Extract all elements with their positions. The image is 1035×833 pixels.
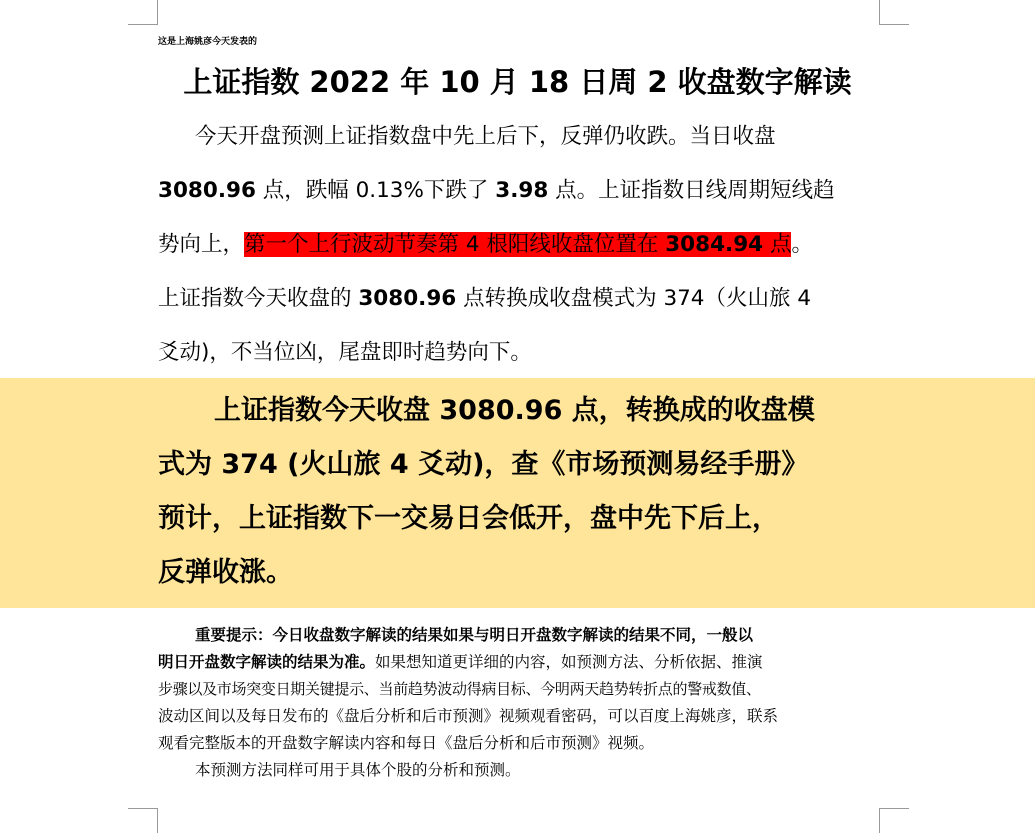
red-highlight bbox=[244, 232, 791, 257]
drop-value: 3.98 bbox=[495, 178, 549, 203]
text-segment: 点。上证指数日线周期短线趋 bbox=[548, 178, 835, 203]
paragraph-line: 预计，上证指数下一交易日会低开，盘中先下后上， bbox=[158, 503, 779, 534]
text-segment: 爻动)，不当位凶，尾盘即时趋势向下。 bbox=[158, 340, 532, 365]
crop-mark bbox=[879, 24, 909, 25]
crop-mark bbox=[879, 808, 880, 833]
paragraph-line bbox=[158, 164, 918, 218]
paragraph-line bbox=[158, 218, 918, 272]
close-value: 3080.96 bbox=[158, 178, 256, 203]
text-segment: 如果想知道更详细的内容，如预测方法、分析依据、推演 bbox=[375, 653, 763, 671]
paragraph-line bbox=[158, 272, 918, 326]
crop-mark bbox=[157, 0, 158, 25]
header-note: 这是上海姚彦今天发表的 bbox=[158, 37, 258, 47]
text-segment: 点转换成收盘模式为 374（火山旅 4 bbox=[456, 286, 812, 311]
paragraph-line bbox=[158, 326, 918, 380]
paragraph-line: 波动区间以及每日发布的《盘后分析和后市预测》视频观看密码，可以百度上海姚彦，联系 bbox=[158, 707, 779, 725]
paragraph-line: 本预测方法同样可用于具体个股的分析和预测。 bbox=[195, 761, 521, 779]
text-segment: 明日开盘数字解读的结果为准。 bbox=[158, 653, 376, 671]
text-segment: 点，跌幅 0.13%下跌了 bbox=[255, 178, 496, 203]
text-segment: 上证指数今天收盘的 bbox=[158, 286, 359, 311]
paragraph-line: 上证指数今天收盘 3080.96 点，转换成的收盘模 bbox=[214, 395, 815, 426]
paragraph-line: 观看完整版本的开盘数字解读内容和每日《盘后分析和后市预测》视频。 bbox=[158, 734, 655, 752]
text-segment: 今天开盘预测上证指数盘中先上后下，反弹仍收跌。当日收盘 bbox=[195, 124, 776, 149]
paragraph-line: 重要提示：今日收盘数字解读的结果如果与明日开盘数字解读的结果不同，一般以 bbox=[195, 626, 754, 644]
text-segment: 第一个上行波动节奏第 4 根阳线收盘位置在 bbox=[244, 232, 666, 257]
text-segment: 势向上， bbox=[158, 232, 245, 257]
paragraph-line: 式为 374 (火山旅 4 爻动)，查《市场预测易经手册》 bbox=[158, 449, 809, 480]
crop-mark bbox=[157, 808, 158, 833]
paragraph-line: 反弹收涨。 bbox=[158, 557, 293, 588]
analysis-paragraph bbox=[158, 110, 918, 380]
close-value: 3080.96 bbox=[358, 286, 457, 311]
paragraph-line bbox=[158, 649, 918, 676]
crop-mark bbox=[128, 808, 158, 809]
notice-paragraph bbox=[158, 622, 918, 784]
crop-mark bbox=[879, 808, 909, 809]
crop-mark bbox=[879, 0, 880, 25]
crop-mark bbox=[128, 24, 158, 25]
page-title: 上证指数 2022 年 10 月 18 日周 2 收盘数字解读 bbox=[183, 65, 852, 99]
position-value: 3084.94 bbox=[665, 232, 764, 257]
forecast-paragraph bbox=[158, 384, 918, 600]
paragraph-line: 步骤以及市场突变日期关键提示、当前趋势波动得病目标、今明两天趋势转折点的警戒数值、 bbox=[158, 680, 761, 698]
text-segment: 。 bbox=[791, 232, 813, 257]
paragraph-line bbox=[158, 110, 918, 164]
text-segment: 点 bbox=[763, 232, 792, 257]
